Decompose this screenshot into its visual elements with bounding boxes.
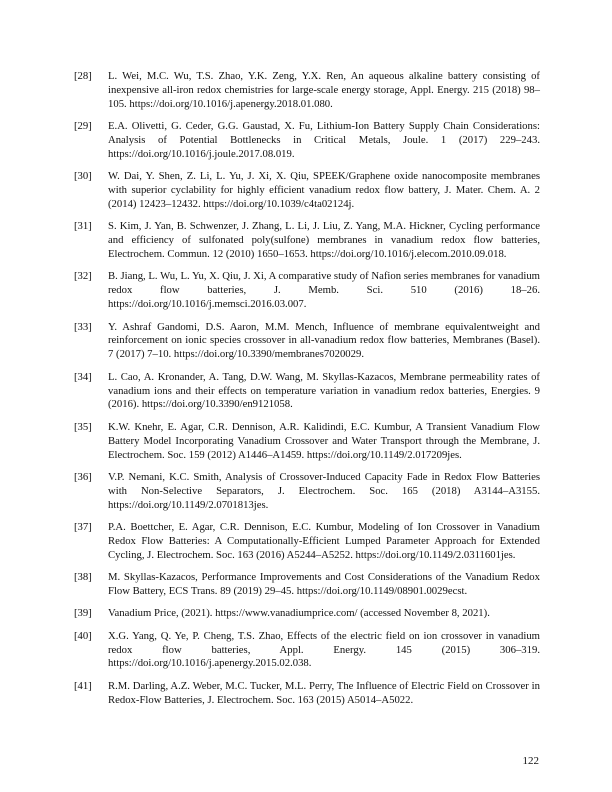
reference-item [0,220,612,262]
reference-number: [29] [74,120,92,133]
reference-item [0,371,612,413]
reference-number: [39] [74,607,92,620]
reference-number: [33] [74,320,92,333]
reference-text: V.P. Nemani, K.C. Smith, Analysis of Crossover-Induced Capacity Fade in Redox Flow Batteries with Non-Selective Separators, J. Electrochem. Soc. 165 (2018) A3144–A3155. https://doi.org/10.1149/2.0701813jes. [108,470,540,511]
reference-item [0,421,612,463]
reference-number: [30] [74,170,92,183]
reference-text: R.M. Darling, A.Z. Weber, M.C. Tucker, M.L. Perry, The Influence of Electric Field on Crossover in Redox-Flow Batteries, J. Electrochem. Soc. 163 (2015) A5014–A5022. [108,679,540,706]
reference-number: [35] [74,420,92,433]
reference-text: S. Kim, J. Yan, B. Schwenzer, J. Zhang, L. Li, J. Liu, Z. Yang, M.A. Hickner, Cycling performance and efficiency of sulfonated poly(sulfone) membranes in vanadium redox flow batteries, Electrochem. Commun. 12 (2010) 1650–1653. https://doi.org/10.1016/j.elecom.2010.09.018. [108,220,540,261]
reference-item [0,70,612,112]
reference-text: Vanadium Price, (2021). https://www.vanadiumprice.com/ (accessed November 8, 2021). [108,607,490,620]
reference-item [0,270,612,312]
reference-item [0,471,612,513]
reference-number: [40] [74,629,92,642]
reference-text: X.G. Yang, Q. Ye, P. Cheng, T.S. Zhao, Effects of the electric field on ion crossover in vanadium redox flow batteries, Appl. Energy. 145 (2015) 306–319. https://doi.org/10.1016/j.apenergy.2015.02.038. [108,629,540,670]
reference-text: E.A. Olivetti, G. Ceder, G.G. Gaustad, X. Fu, Lithium-Ion Battery Supply Chain Considerations: Analysis of Potential Bottlenecks in Critical Metals, Joule. 1 (2017) 229–243. https://doi.org/10.1016/j.joule.2017.08.019. [108,120,540,160]
reference-text: P.A. Boettcher, E. Agar, C.R. Dennison, E.C. Kumbur, Modeling of Ion Crossover in Vanadium Redox Flow Batteries: A Computationally-Efficient Lumped Parameter Approach for Extended Cycling, J. Electrochem. Soc. 163 (2016) A5244–A5252. https://doi.org/10.1149/2.0311601jes. [108,520,540,561]
reference-number: [37] [74,520,92,533]
reference-number: [32] [74,270,92,283]
page-number: 122 [522,755,539,767]
reference-number: [31] [74,220,92,233]
reference-text: B. Jiang, L. Wu, L. Yu, X. Qiu, J. Xi, A comparative study of Nafion series membranes for vanadium redox flow batteries, J. Memb. Sci. 510 (2016) 18–26. https://doi.org/10.1016/j.memsci.2016.03.007. [108,270,540,311]
reference-item [0,630,612,672]
reference-text: M. Skyllas-Kazacos, Performance Improvements and Cost Considerations of the Vanadium Redox Flow Battery, ECS Trans. 89 (2019) 29–45. https://doi.org/10.1149/08901.0029ecst. [108,571,540,597]
reference-item [0,170,612,212]
reference-list [0,70,612,716]
reference-number: [41] [74,679,92,692]
reference-item [0,521,612,563]
reference-item [0,607,612,621]
reference-text: L. Wei, M.C. Wu, T.S. Zhao, Y.K. Zeng, Y.X. Ren, An aqueous alkaline battery consisting of inexpensive all-iron redox chemistries for large-scale energy storage, Appl. Energy. 215 (2018) 98–105. https://doi.org/10.1016/j.apenergy.2018.01.080. [108,70,540,110]
reference-item [0,571,612,599]
reference-item [0,680,612,708]
reference-number: [36] [74,470,92,483]
reference-text: W. Dai, Y. Shen, Z. Li, L. Yu, J. Xi, X. Qiu, SPEEK/Graphene oxide nanocomposite membranes with superior cyclability for highly efficient vanadium redox flow battery, J. Mater. Chem. A. 2 (2014) 12423–12432. https://doi.org/10.1039/c4ta02124j. [108,170,540,211]
reference-number: [38] [74,571,92,584]
reference-number: [28] [74,70,92,82]
reference-text: L. Cao, A. Kronander, A. Tang, D.W. Wang, M. Skyllas-Kazacos, Membrane permeability rates of vanadium ions and their effects on temperature variation in vanadium redox batteries, Energies. 9 (2016). https://doi.org/10.3390/en9121058. [108,370,540,411]
reference-number: [34] [74,370,92,383]
reference-text: K.W. Knehr, E. Agar, C.R. Dennison, A.R. Kalidindi, E.C. Kumbur, A Transient Vanadium Flow Battery Model Incorporating Vanadium Crossover and Water Transport through the Membrane, J. Electrochem. Soc. 159 (2012) A1446–A1459. https://doi.org/10.1149/2.017209jes. [108,420,540,461]
reference-item [0,120,612,162]
reference-item [0,321,612,363]
reference-text: Y. Ashraf Gandomi, D.S. Aaron, M.M. Mench, Influence of membrane equivalentweight and reinforcement on ionic species crossover in all-vanadium redox flow batteries, Membranes (Basel). 7 (2017) 7–10. https://doi.org/10.3390/membranes7020029. [108,320,540,361]
